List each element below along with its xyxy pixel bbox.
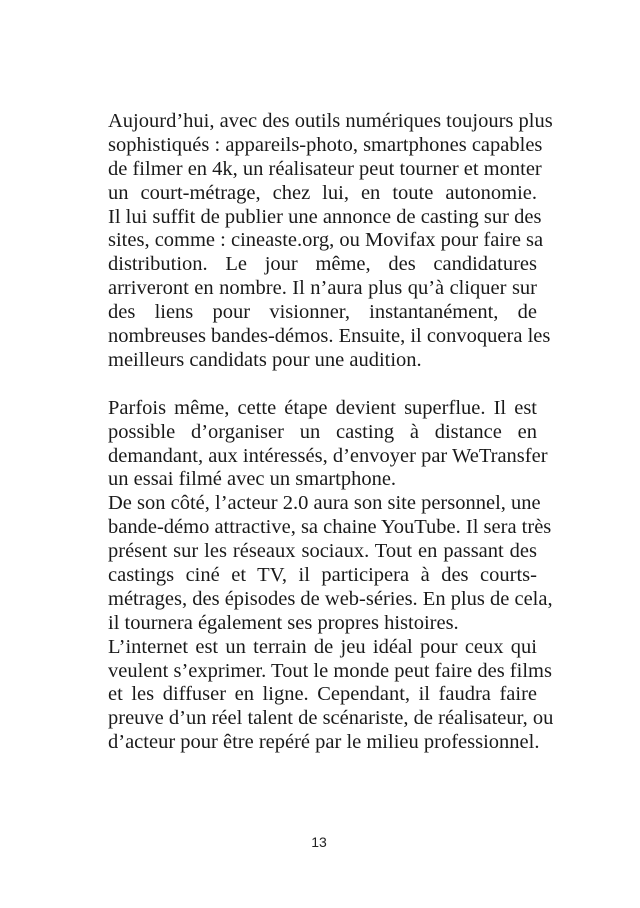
text-line: Il lui suffit de publier une annonce de casting sur des: [108, 205, 542, 228]
text-line: Aujourd’hui, avec des outils numériques toujours plus: [108, 110, 553, 132]
text-line: sophistiqués : appareils-photo, smartphones capables: [108, 133, 543, 156]
text-line: d’acteur pour être repéré par le milieu professionnel.: [108, 731, 540, 754]
text-line: un court-métrage, chez lui, en toute autonomie.: [108, 181, 537, 204]
text-line: et les diffuser en ligne. Cependant, il faudra faire: [108, 683, 537, 706]
text-line: castings ciné et TV, il participera à des courts-: [108, 564, 537, 587]
text-line: meilleurs candidats pour une audition.: [108, 348, 422, 371]
text-line: présent sur les réseaux sociaux. Tout en passant des: [108, 540, 537, 563]
text-line: nombreuses bandes-démos. Ensuite, il convoquera les: [108, 325, 551, 348]
paragraph: [108, 110, 553, 373]
text-line: de filmer en 4k, un réalisateur peut tourner et monter: [108, 157, 542, 180]
text-line: possible d’organiser un casting à distance en: [108, 420, 537, 443]
text-line: veulent s’exprimer. Tout le monde peut faire des films: [108, 659, 552, 682]
text-line: bande-démo attractive, sa chaine YouTube. Il sera très: [108, 516, 552, 539]
body-text: [108, 110, 554, 755]
text-line: L’internet est un terrain de jeu idéal pour ceux qui: [108, 635, 537, 658]
text-line: un essai filmé avec un smartphone.: [108, 468, 397, 491]
text-line: De son côté, l’acteur 2.0 aura son site personnel, une: [108, 492, 541, 515]
page-number: 13: [311, 834, 327, 850]
text-line: arriveront en nombre. Il n’aura plus qu’à cliquer sur: [108, 277, 537, 300]
text-line: des liens pour visionner, instantanément, de: [108, 301, 537, 324]
text-line: distribution. Le jour même, des candidatures: [108, 253, 537, 276]
text-line: il tournera également ses propres histoires.: [108, 611, 459, 634]
text-line: preuve d’un réel talent de scénariste, de réalisateur, ou: [108, 707, 554, 730]
text-line: Parfois même, cette étape devient superflue. Il est: [108, 396, 537, 419]
text-line: sites, comme : cineaste.org, ou Movifax pour faire sa: [108, 229, 544, 252]
text-line: métrages, des épisodes de web-séries. En plus de cela,: [108, 587, 553, 610]
text-line: demandant, aux intéressés, d’envoyer par WeTransfer: [108, 444, 548, 467]
paragraph: [108, 396, 554, 755]
